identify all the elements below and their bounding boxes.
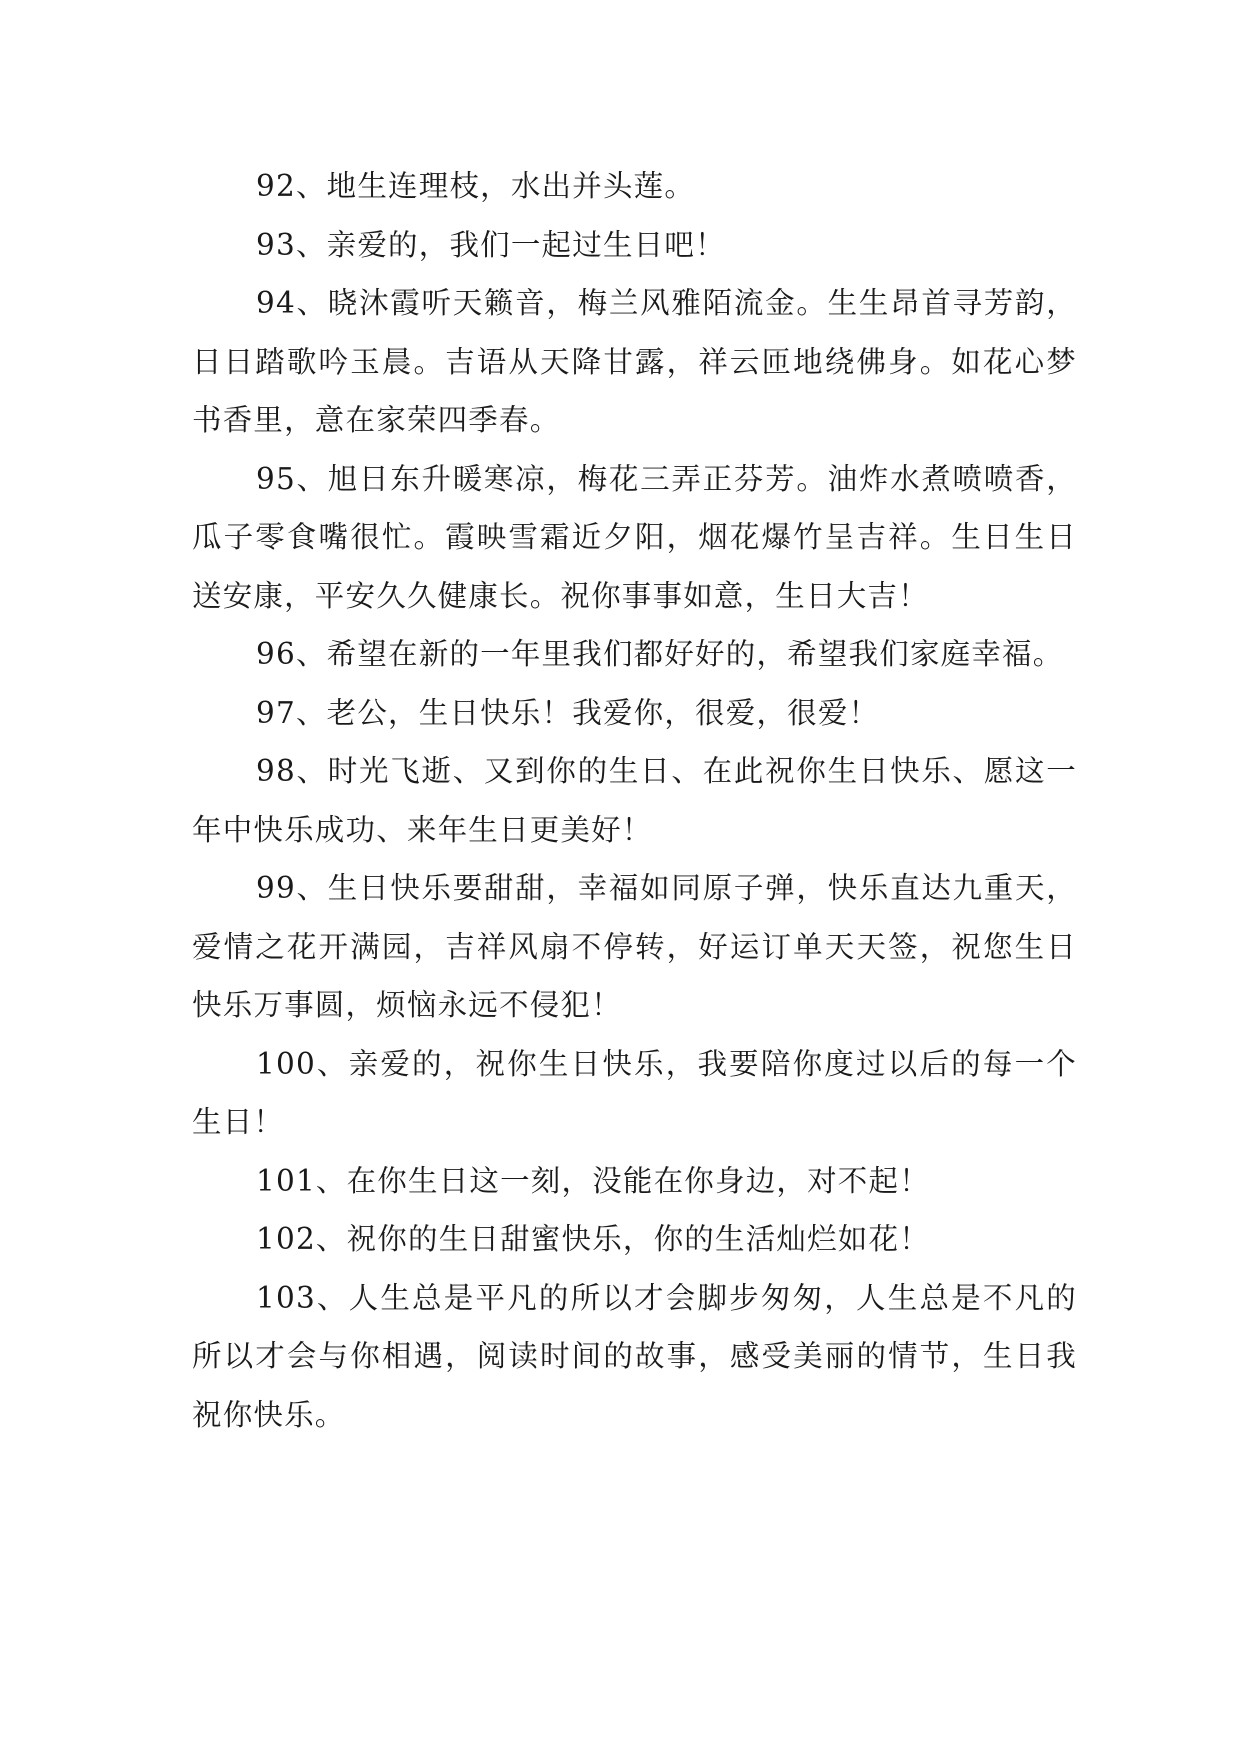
paragraph-93: 93、亲爱的，我们一起过生日吧！ — [256, 227, 726, 262]
paragraph-95: 95、旭日东升暖寒凉，梅花三弄正芬芳。油炸水煮喷喷香，瓜子零食嘴很忙。霞映雪霜近夕阳，烟花爆竹呈吉祥。生日生日送安康，平安久久健康长。祝你事事如意，生日大吉！ — [192, 461, 1077, 613]
paragraph-103: 103、人生总是平凡的所以才会脚步匆匆，人生总是不凡的所以才会与你相遇，阅读时间的故事，感受美丽的情节，生日我祝你快乐。 — [192, 1280, 1077, 1432]
paragraph-92: 92、地生连理枝，水出并头莲。 — [256, 169, 696, 203]
paragraph-94: 94、晓沐霞听天籁音，梅兰风雅陌流金。生生昂首寻芳韵，日日踏歌吟玉晨。吉语从天降甘露，祥云匝地绕佛身。如花心梦书香里，意在家荣四季春。 — [192, 286, 1077, 437]
paragraph-102: 102、祝你的生日甜蜜快乐，你的生活灿烂如花！ — [256, 1222, 930, 1256]
paragraph-101: 101、在你生日这一刻，没能在你身边，对不起！ — [256, 1163, 930, 1198]
paragraph-98: 98、时光飞逝、又到你的生日、在此祝你生日快乐、愿这一年中快乐成功、来年生日更美好！ — [192, 754, 1077, 847]
document-body — [192, 157, 1077, 1444]
paragraph-96: 96、希望在新的一年里我们都好好的，希望我们家庭幸福。 — [256, 637, 1064, 671]
paragraph-97: 97、老公，生日快乐！我爱你，很爱，很爱！ — [256, 695, 880, 730]
paragraph-99: 99、生日快乐要甜甜，幸福如同原子弹，快乐直达九重天，爱情之花开满园，吉祥风扇不停转，好运订单天天签，祝您生日快乐万事圆，烦恼永远不侵犯！ — [192, 871, 1077, 1022]
paragraph-100: 100、亲爱的，祝你生日快乐，我要陪你度过以后的每一个生日！ — [192, 1046, 1077, 1139]
